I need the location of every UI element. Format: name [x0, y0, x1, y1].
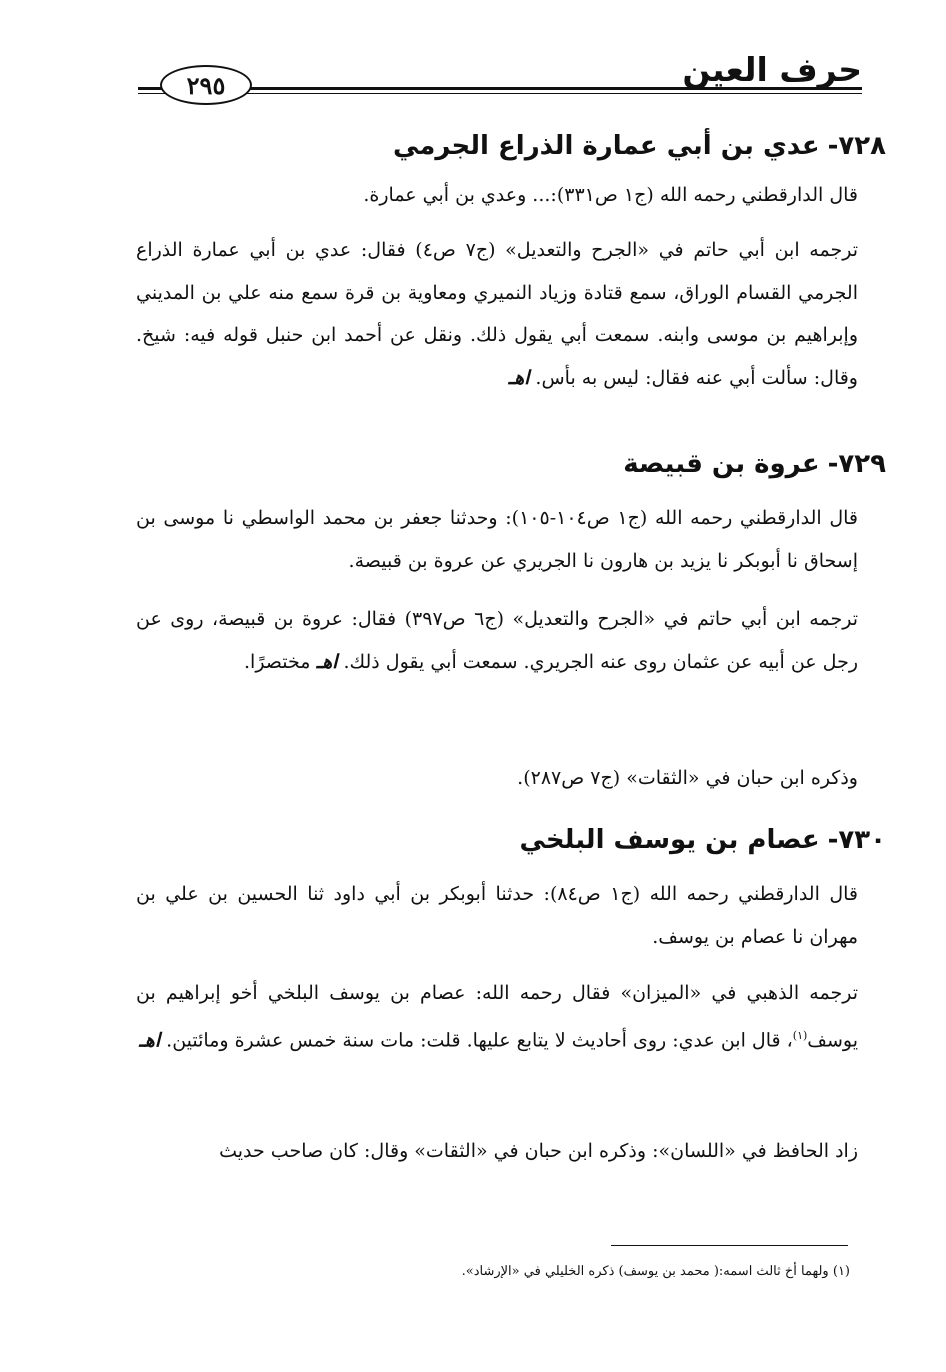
- paragraph: زاد الحافظ في «اللسان»: وذكره ابن حبان في «الثقات» وقال: كان صاحب حديث: [219, 1140, 858, 1162]
- paragraph: [136, 598, 858, 683]
- entry-number: ٧٢٨-: [827, 131, 886, 161]
- paragraph: قال الدارقطني رحمه الله (ج١ ص٨٤): حدثنا أبوبكر بن أبي داود ثنا الحسين بن علي بن مهران نا عصام بن يوسف.: [136, 883, 858, 948]
- paragraph: [136, 229, 858, 399]
- abbreviation-marker: اهـ: [139, 1028, 161, 1051]
- entry-heading-730: [520, 822, 886, 858]
- page-number-badge: [160, 65, 252, 105]
- entry-name: عصام بن يوسف البلخي: [519, 825, 820, 855]
- paragraph: وذكره ابن حبان في «الثقات» (ج٧ ص٢٨٧).: [517, 767, 858, 789]
- entry-heading-729: [623, 446, 886, 482]
- entry-name: عروة بن قبيصة: [623, 449, 820, 479]
- paragraph-text: ترجمه ابن أبي حاتم في «الجرح والتعديل» (ج٧ ص٤) فقال: عدي بن أبي عمارة الذراع الجرمي القسام الوراق، سمع قتادة وزياد النميري ومعاوية بن قرة سمع منه علي بن المديني وإبراهيم بن موسى وابنه. سمعت أبي يقول ذلك. ونقل عن أحمد ابن حنبل قوله فيه: شيخ. وقال: سألت أبي عنه فقال: ليس به بأس.: [136, 239, 858, 389]
- entry-heading-728: [393, 128, 886, 164]
- paragraph-text: ، قال ابن عدي: روى أحاديث لا يتابع عليها. قلت: مات سنة خمس عشرة ومائتين.: [166, 1028, 793, 1051]
- paragraph: [136, 972, 858, 1061]
- footnote: [462, 1262, 850, 1282]
- page-number: ٢٩٥: [186, 70, 226, 100]
- paragraph-text: ترجمه الذهبي في «الميزان» فقال رحمه الله: عصام بن يوسف البلخي أخو إبراهيم بن يوسف: [136, 982, 858, 1051]
- paragraph: قال الدارقطني رحمه الله (ج١ ص١٠٤-١٠٥): وحدثنا جعفر بن محمد الواسطي نا موسى بن إسحاق نا أبوبكر نا يزيد بن هارون نا الجريري عن عروة بن قبيصة.: [136, 507, 858, 572]
- abbreviation-suffix: مختصرًا.: [244, 650, 311, 673]
- abbreviation-marker: اهـ: [508, 366, 530, 389]
- entry-number: ٧٢٩-: [827, 449, 886, 479]
- entry-number: ٧٣٠-: [827, 825, 886, 855]
- footnote-mark: (١): [832, 1264, 850, 1279]
- paragraph: قال الدارقطني رحمه الله (ج١ ص٣٣١):... وعدي بن أبي عمارة.: [363, 184, 858, 206]
- chapter-title: حرف العين: [682, 50, 862, 89]
- abbreviation-marker: اهـ: [316, 650, 338, 673]
- paragraph-text: ترجمه ابن أبي حاتم في «الجرح والتعديل» (ج٦ ص٣٩٧) فقال: عروة بن قبيصة، روى عن رجل عن أبيه عن عثمان روى عنه الجريري. سمعت أبي يقول ذلك.: [136, 608, 858, 673]
- footnote-reference[interactable]: (١): [792, 1028, 808, 1042]
- footnote-separator: [611, 1245, 848, 1246]
- footnote-text: ولهما أخ ثالث اسمه:( محمد بن يوسف) ذكره الخليلي في «الإرشاد».: [461, 1264, 829, 1279]
- entry-name: عدي بن أبي عمارة الذراع الجرمي: [392, 131, 820, 161]
